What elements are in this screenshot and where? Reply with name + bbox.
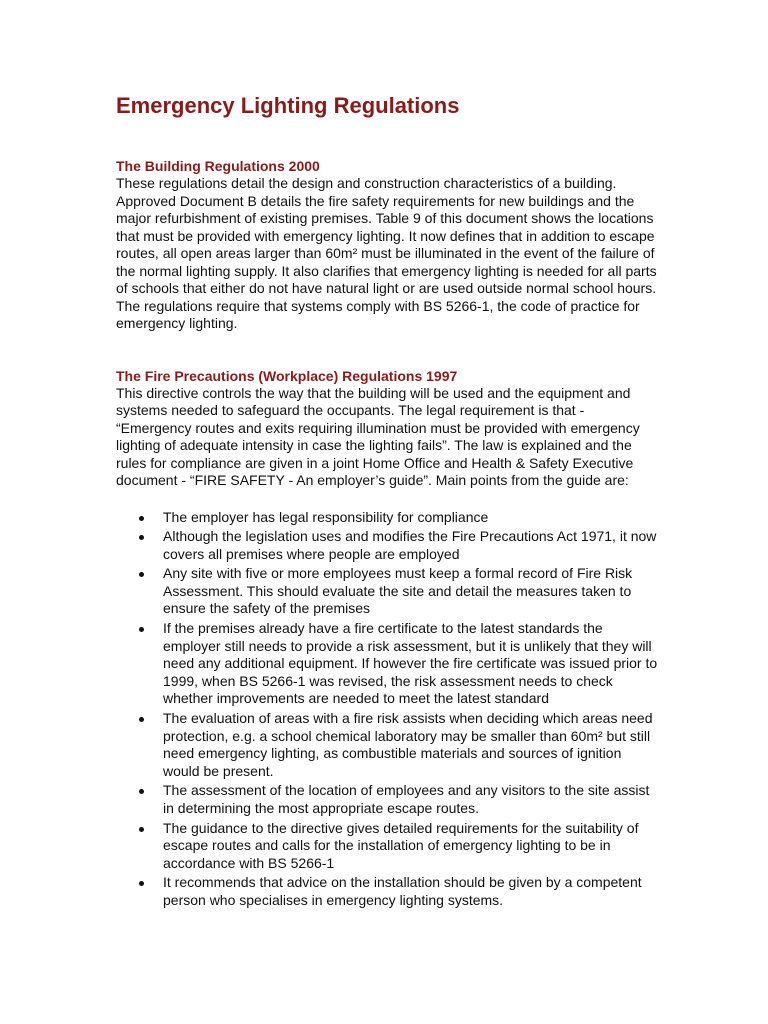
list-item-text: Although the legislation uses and modifies the Fire Precautions Act 1971, it now covers all premises where people are employed bbox=[163, 528, 657, 562]
section-heading: The Building Regulations 2000 bbox=[116, 158, 320, 174]
document-page bbox=[116, 92, 661, 912]
section-building-regulations bbox=[116, 157, 661, 333]
section-body: This directive controls the way that the building will be used and the equipment and systems needed to safeguard the occupants. The legal requirement is that - “Emergency routes and exits requiring illumination must be provided with emergency lighting of adequate intensity in case the lighting fails”. The law is explained and the rules for compliance are given in a joint Home Office and Health & Safety Executive document - “FIRE SAFETY - An employer’s guide”. Main points from the guide are: bbox=[116, 384, 640, 488]
bullet-icon bbox=[139, 717, 144, 722]
list-item-text: If the premises already have a fire certificate to the latest standards the employer still needs to provide a risk assessment, but it is unlikely that they will need any additional equipment. If however the fire certificate was issued prior to 1999, when BS 5266-1 was revised, the risk assessment needs to check whether improvements are needed to meet the latest standard bbox=[163, 620, 658, 707]
list-item bbox=[116, 820, 661, 873]
list-item bbox=[116, 620, 661, 708]
document-title: Emergency Lighting Regulations bbox=[116, 93, 460, 118]
list-item bbox=[116, 710, 661, 780]
section-body: These regulations detail the design and construction characteristics of a building. Approved Document B details the fire safety requirements for new buildings and the major refurbishment of existing premises. Table 9 of this document shows the locations that must be provided with emergency lighting. It now defines that in addition to escape routes, all open areas larger than 60m² must be illuminated in the event of the failure of the normal lighting supply. It also clarifies that emergency lighting is needed for all parts of schools that either do not have natural light or are used outside normal school hours. The regulations require that systems comply with BS 5266-1, the code of practice for emergency lighting. bbox=[116, 175, 657, 331]
bullet-icon bbox=[139, 627, 144, 632]
bullet-icon bbox=[139, 789, 144, 794]
list-item-text: The guidance to the directive gives detailed requirements for the suitability of escape routes and calls for the installation of emergency lighting to be in accordance with BS 5266-1 bbox=[163, 819, 639, 871]
guide-points-list bbox=[116, 509, 661, 910]
list-item-text: Any site with five or more employees must keep a formal record of Fire Risk Assessment. This should evaluate the site and detail the measures taken to ensure the safety of the premises bbox=[163, 565, 633, 617]
bullet-icon bbox=[139, 535, 144, 540]
bullet-icon bbox=[139, 827, 144, 832]
section-fire-precautions bbox=[116, 367, 661, 910]
bullet-icon bbox=[139, 516, 144, 521]
list-item bbox=[116, 565, 661, 618]
list-item-text: It recommends that advice on the installation should be given by a competent person who specialises in emergency lighting systems. bbox=[163, 874, 642, 908]
list-item bbox=[116, 874, 661, 909]
list-item-text: The evaluation of areas with a fire risk assists when deciding which areas need protection, e.g. a school chemical laboratory may be smaller than 60m² but still need emergency lighting, as combustible materials and sources of ignition would be present. bbox=[163, 710, 653, 779]
list-item bbox=[116, 782, 661, 817]
section-heading: The Fire Precautions (Workplace) Regulations 1997 bbox=[116, 367, 458, 384]
bullet-icon bbox=[139, 881, 144, 886]
bullet-icon bbox=[139, 572, 144, 577]
list-item bbox=[116, 528, 661, 563]
list-item bbox=[116, 509, 661, 527]
list-item-text: The employer has legal responsibility for compliance bbox=[163, 508, 489, 525]
list-item-text: The assessment of the location of employees and any visitors to the site assist in determining the most appropriate escape routes. bbox=[163, 782, 650, 816]
